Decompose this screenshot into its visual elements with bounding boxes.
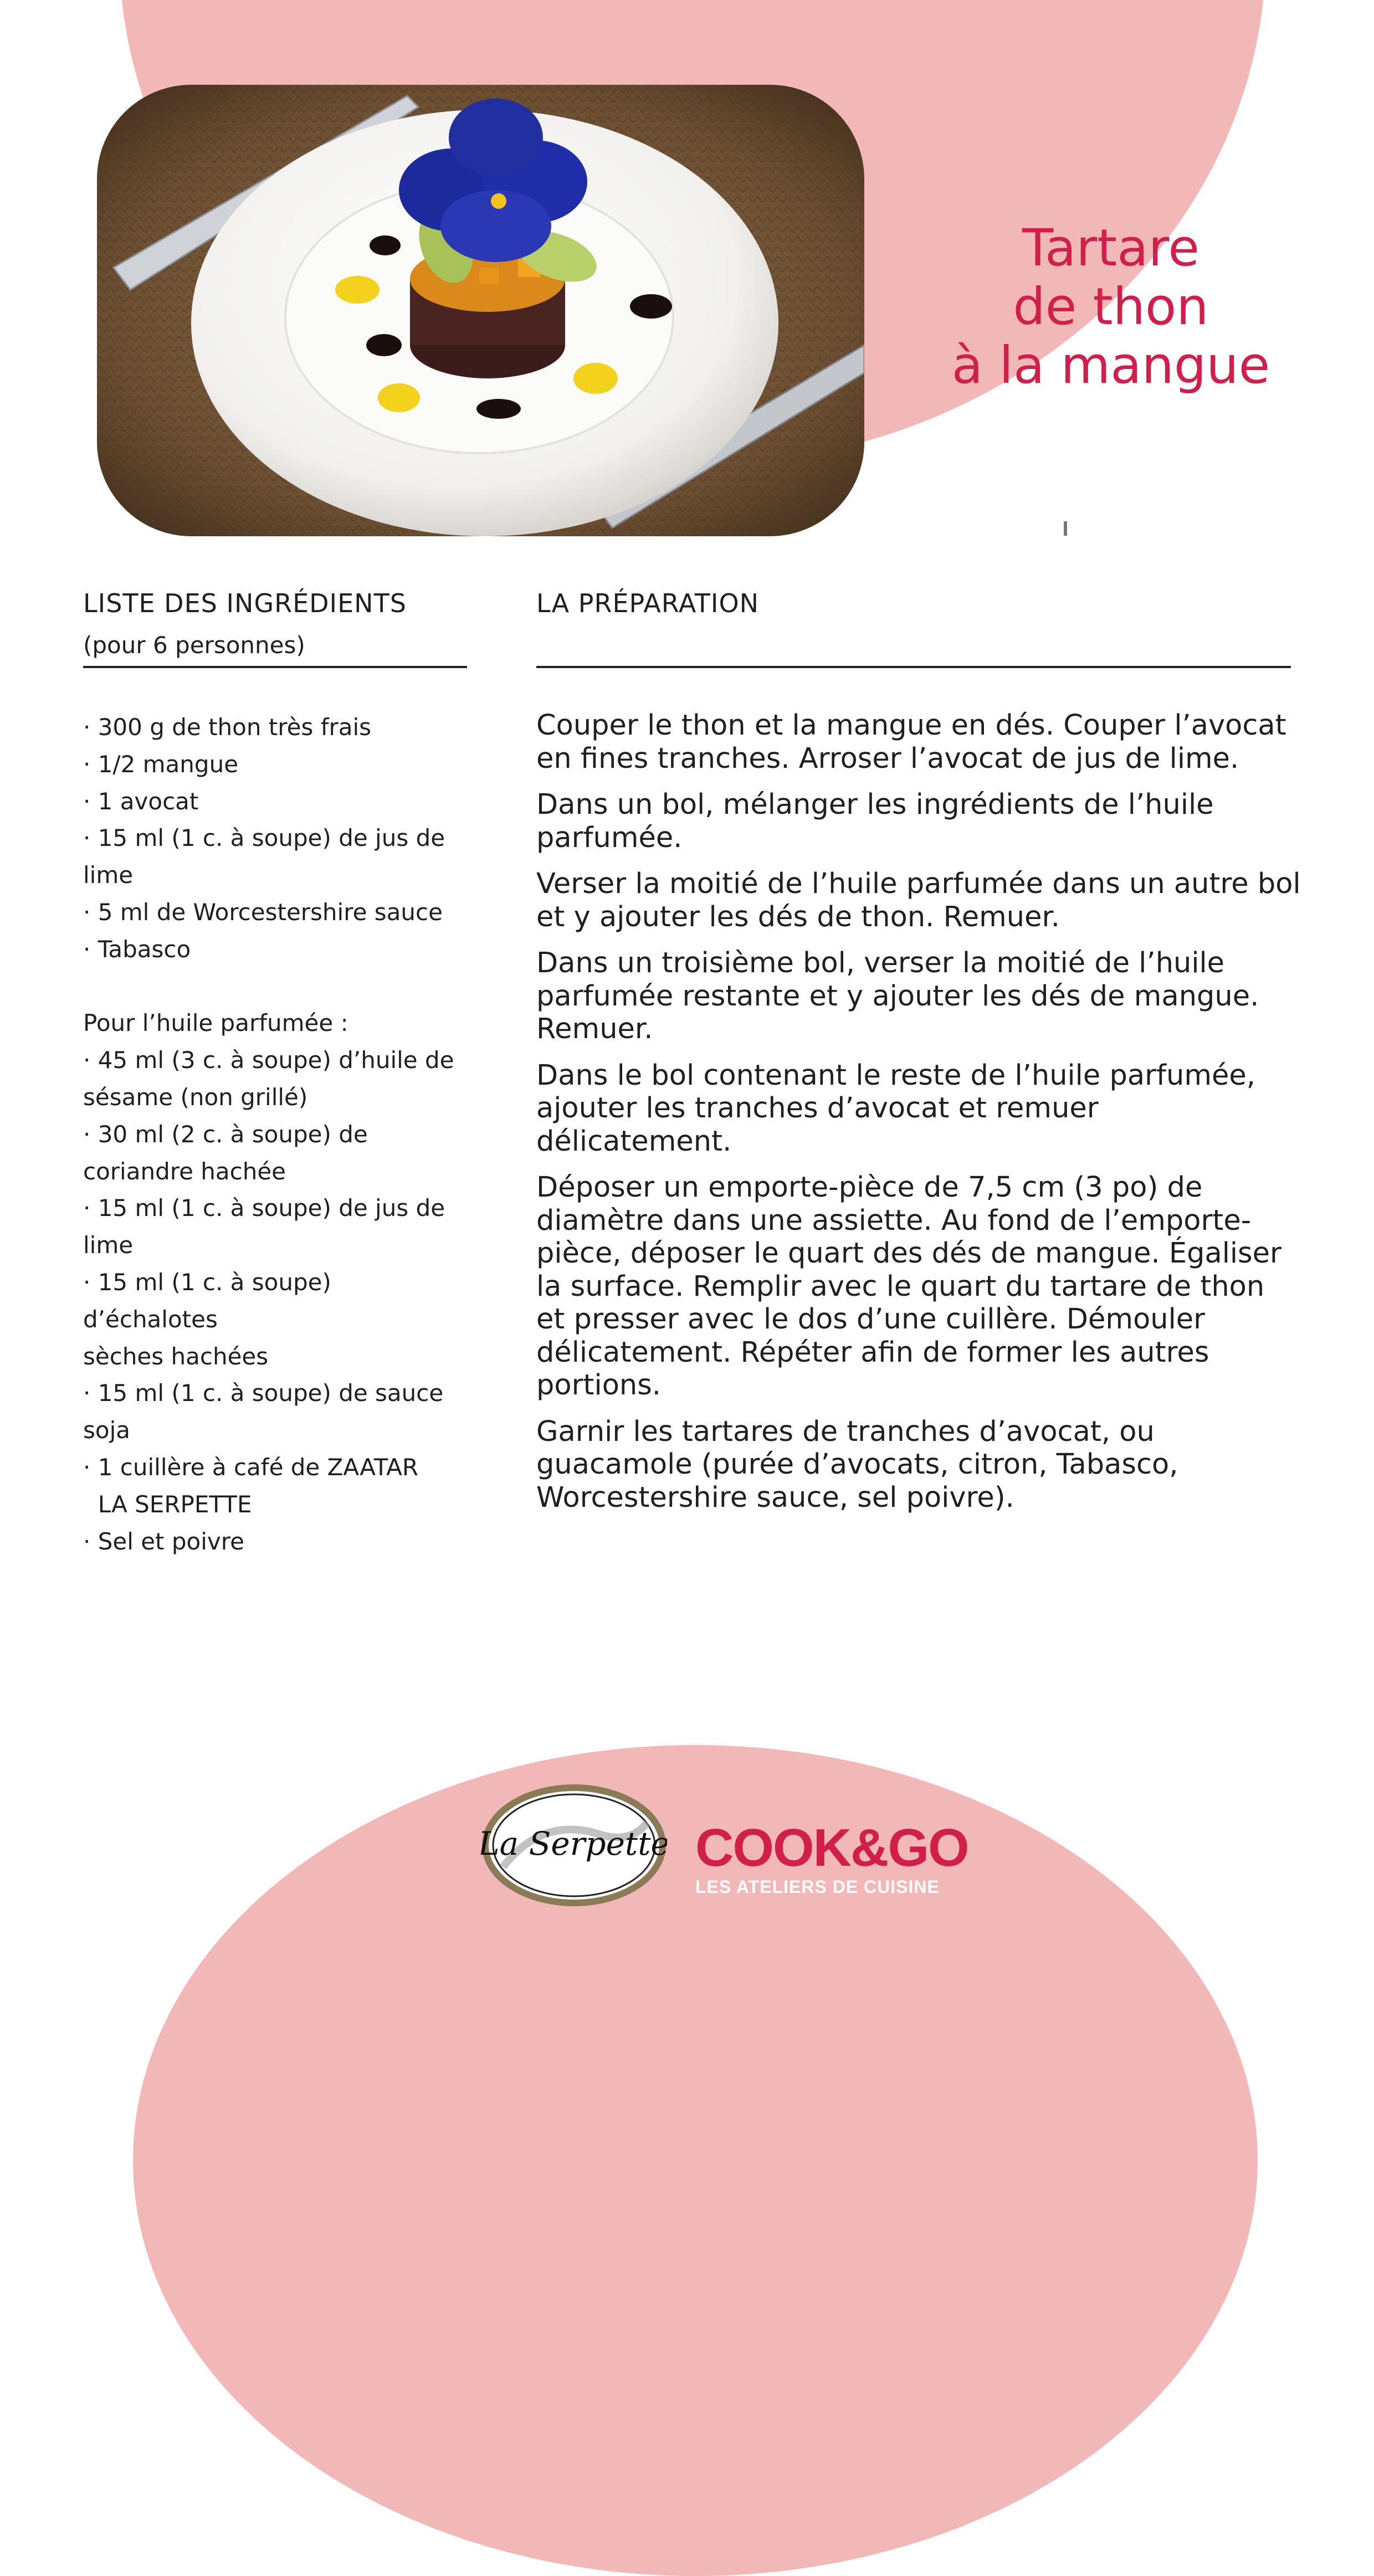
ingredients-list — [83, 709, 471, 1560]
list-item: · 15 ml (1 c. à soupe) d’échalotes — [83, 1268, 331, 1333]
list-item: · Sel et poivre — [83, 1527, 244, 1555]
list-item: · 1 cuillère à café de ZAATAR — [83, 1453, 419, 1481]
list-item: sèches hachées — [83, 1342, 269, 1370]
preparation-step-7: Garnir les tartares de tranches d’avocat, ou guacamole (purée d’avocats, citron, Tabasco, Worcestershire sauce, sel poivre). — [536, 1415, 1178, 1514]
title-line-3: à la mangue — [951, 336, 1270, 395]
preparation-step-6: Déposer un emporte-pièce de 7,5 cm (3 po) de diamètre dans une assiette. Au fond de l’emporte-pièce, déposer le quart des dés de mangue. Égaliser la surface. Remplir avec le quart du tartare de thon et presser avec le dos d’une cuillère. Démouler délicatement. Répéter afin de former les autres portions. — [536, 1171, 1281, 1402]
preparation-step-3: Verser la moitié de l’huile parfumée dans un autre bol et y ajouter les dés de thon. Remuer. — [536, 868, 1301, 933]
list-item: · 1 avocat — [83, 787, 199, 815]
ingredients-divider — [83, 666, 467, 668]
cook-and-go-logo — [695, 1818, 968, 1897]
dish-photo — [97, 85, 864, 536]
list-item: · 1/2 mangue — [83, 750, 239, 778]
list-item: soja — [83, 1417, 130, 1444]
list-item: · 15 ml (1 c. à soupe) de sauce — [83, 1379, 444, 1407]
servings-note: (pour 6 personnes) — [83, 632, 305, 659]
list-item: · 30 ml (2 c. à soupe) de — [83, 1120, 368, 1148]
list-item: · 15 ml (1 c. à soupe) de jus de — [83, 1194, 445, 1222]
brand-name: COOK&GO — [695, 1818, 968, 1877]
ingredients-heading: LISTE DES INGRÉDIENTS — [83, 588, 407, 618]
oil-heading: Pour l’huile parfumée : — [83, 1009, 348, 1037]
recipe-title — [864, 219, 1357, 395]
preparation-steps — [536, 709, 1301, 1527]
preparation-heading: LA PRÉPARATION — [536, 588, 760, 618]
small-marker — [1064, 521, 1067, 536]
preparation-step-4: Dans un troisième bol, verser la moitié de l’huile parfumée restante et y ajouter les dés de mangue. Remuer. — [536, 947, 1259, 1045]
preparation-step-1: Couper le thon et la mangue en dés. Couper l’avocat en fines tranches. Arroser l’avocat de jus de lime. — [536, 709, 1286, 775]
list-item: · 45 ml (3 c. à soupe) d’huile de — [83, 1046, 454, 1074]
list-item: · 5 ml de Worcestershire sauce — [83, 898, 443, 926]
serpette-logo-text: La Serpette — [481, 1825, 667, 1862]
la-serpette-logo — [481, 1784, 667, 1907]
list-item: lime — [83, 1231, 134, 1259]
preparation-divider — [536, 666, 1291, 668]
list-item: LA SERPETTE — [83, 1490, 252, 1518]
list-item: lime — [83, 861, 134, 889]
list-spacer — [83, 968, 471, 1005]
list-item: · Tabasco — [83, 935, 191, 963]
list-item: · 300 g de thon très frais — [83, 714, 372, 741]
list-item: coriandre hachée — [83, 1157, 286, 1185]
list-item: · 15 ml (1 c. à soupe) de jus de — [83, 824, 445, 852]
preparation-step-2: Dans un bol, mélanger les ingrédients de l’huile parfumée. — [536, 788, 1214, 854]
brand-tagline: LES ATELIERS DE CUISINE — [695, 1877, 940, 1897]
title-line-2: de thon — [1013, 277, 1209, 336]
preparation-step-5: Dans le bol contenant le reste de l’huile parfumée, ajouter les tranches d’avocat et remuer délicatement. — [536, 1059, 1255, 1158]
list-item: sésame (non grillé) — [83, 1083, 308, 1111]
title-line-1: Tartare — [1022, 218, 1200, 278]
